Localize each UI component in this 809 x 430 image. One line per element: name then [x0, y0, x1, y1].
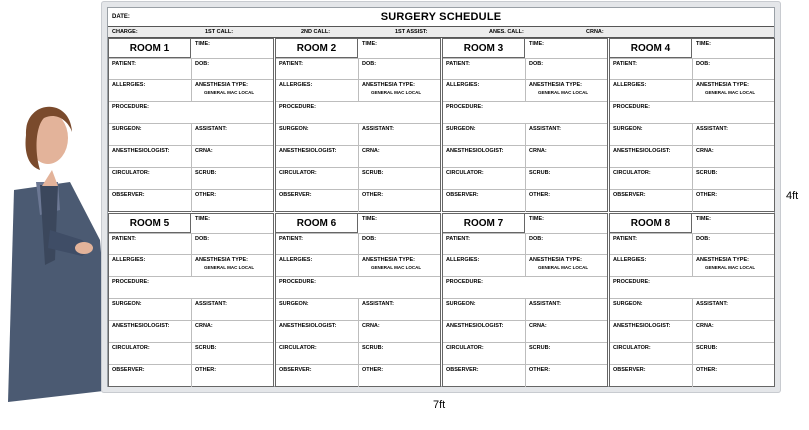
crna-label: CRNA:	[529, 148, 547, 154]
staff-row	[108, 27, 774, 38]
assistant-label: ASSISTANT:	[696, 301, 728, 307]
divider	[191, 298, 192, 387]
header-row	[108, 8, 774, 27]
divider	[692, 58, 693, 102]
crna-label: CRNA:	[529, 323, 547, 329]
surgeon-label: SURGEON:	[613, 301, 643, 307]
room-row	[443, 276, 607, 298]
divider	[525, 298, 526, 387]
divider	[525, 233, 526, 277]
room-row	[109, 276, 273, 298]
scrub-label: SCRUB:	[696, 170, 718, 176]
allergies-label: ALLERGIES:	[613, 82, 647, 88]
anesthesiologist-label: ANESTHESIOLOGIST:	[613, 323, 671, 329]
anesthesiologist-label: ANESTHESIOLOGIST:	[613, 148, 671, 154]
surgeon-label: SURGEON:	[112, 301, 142, 307]
scrub-label: SCRUB:	[696, 345, 718, 351]
other-label: OTHER:	[195, 192, 217, 198]
scrub-label: SCRUB:	[195, 170, 217, 176]
circulator-label: CIRCULATOR:	[112, 170, 150, 176]
crna-label: CRNA:	[195, 148, 213, 154]
scrub-label: SCRUB:	[195, 345, 217, 351]
room-panel-6	[275, 213, 441, 387]
assistant-label: ASSISTANT:	[195, 126, 227, 132]
assistant-label: ASSISTANT:	[696, 126, 728, 132]
circulator-label: CIRCULATOR:	[446, 345, 484, 351]
scrub-label: SCRUB:	[529, 170, 551, 176]
room-panel-2	[275, 38, 441, 212]
surgeon-label: SURGEON:	[279, 301, 309, 307]
assistant-label: ASSISTANT:	[529, 126, 561, 132]
anesthesia-options: GENERAL MAC LOCAL	[204, 90, 255, 95]
anesthesia-type-label: ANESTHESIA TYPE:	[195, 257, 248, 263]
observer-label: OBSERVER:	[613, 192, 646, 198]
anesthesiologist-label: ANESTHESIOLOGIST:	[446, 148, 504, 154]
patient-label: PATIENT:	[613, 236, 637, 242]
first-call-label: 1ST CALL:	[205, 29, 234, 35]
circulator-label: CIRCULATOR:	[112, 345, 150, 351]
anes-call-label: ANES. CALL:	[489, 29, 524, 35]
room-title: ROOM 8	[610, 214, 692, 233]
circulator-label: CIRCULATOR:	[613, 345, 651, 351]
procedure-label: PROCEDURE:	[112, 279, 149, 285]
dob-label: DOB:	[195, 61, 210, 67]
anesthesia-type-label: ANESTHESIA TYPE:	[696, 82, 749, 88]
allergies-label: ALLERGIES:	[446, 257, 480, 263]
room-title: ROOM 3	[443, 39, 525, 58]
allergies-label: ALLERGIES:	[279, 257, 313, 263]
divider	[358, 58, 359, 102]
width-dimension: 7ft	[433, 399, 446, 411]
dob-label: DOB:	[696, 236, 711, 242]
room-panel-4	[609, 38, 775, 212]
crna-label: CRNA:	[696, 323, 714, 329]
observer-label: OBSERVER:	[279, 192, 312, 198]
divider	[525, 58, 526, 102]
observer-label: OBSERVER:	[446, 367, 479, 373]
room-title: ROOM 6	[276, 214, 358, 233]
dob-label: DOB:	[529, 236, 544, 242]
divider	[358, 123, 359, 212]
divider	[191, 123, 192, 212]
dob-label: DOB:	[362, 236, 377, 242]
circulator-label: CIRCULATOR:	[279, 345, 317, 351]
anesthesiologist-label: ANESTHESIOLOGIST:	[112, 323, 170, 329]
crna-label: CRNA:	[362, 323, 380, 329]
presenter-figure	[0, 90, 115, 402]
room-title: ROOM 4	[610, 39, 692, 58]
surgeon-label: SURGEON:	[112, 126, 142, 132]
other-label: OTHER:	[362, 367, 384, 373]
time-label: TIME:	[362, 41, 377, 47]
divider	[358, 233, 359, 277]
time-label: TIME:	[195, 41, 210, 47]
assistant-label: ASSISTANT:	[529, 301, 561, 307]
observer-label: OBSERVER:	[613, 367, 646, 373]
time-label: TIME:	[696, 216, 711, 222]
room-row	[109, 101, 273, 123]
divider	[525, 123, 526, 212]
board-title: SURGERY SCHEDULE	[380, 11, 502, 23]
other-label: OTHER:	[696, 192, 718, 198]
room-row	[610, 101, 774, 123]
whiteboard	[101, 1, 781, 393]
allergies-label: ALLERGIES:	[446, 82, 480, 88]
room-panel-7	[442, 213, 608, 387]
other-label: OTHER:	[529, 192, 551, 198]
divider	[692, 298, 693, 387]
room-title: ROOM 5	[109, 214, 191, 233]
anesthesia-type-label: ANESTHESIA TYPE:	[696, 257, 749, 263]
room-row	[610, 276, 774, 298]
room-panel-3	[442, 38, 608, 212]
anesthesiologist-label: ANESTHESIOLOGIST:	[279, 148, 337, 154]
procedure-label: PROCEDURE:	[446, 104, 483, 110]
scrub-label: SCRUB:	[362, 170, 384, 176]
procedure-label: PROCEDURE:	[613, 104, 650, 110]
divider	[191, 233, 192, 277]
circulator-label: CIRCULATOR:	[279, 170, 317, 176]
observer-label: OBSERVER:	[279, 367, 312, 373]
procedure-label: PROCEDURE:	[446, 279, 483, 285]
other-label: OTHER:	[696, 367, 718, 373]
scrub-label: SCRUB:	[362, 345, 384, 351]
anesthesia-options: GENERAL MAC LOCAL	[705, 265, 756, 270]
procedure-label: PROCEDURE:	[279, 279, 316, 285]
patient-label: PATIENT:	[446, 236, 470, 242]
height-dimension: 4ft	[786, 190, 799, 202]
time-label: TIME:	[529, 216, 544, 222]
other-label: OTHER:	[362, 192, 384, 198]
surgeon-label: SURGEON:	[446, 126, 476, 132]
patient-label: PATIENT:	[279, 236, 303, 242]
divider	[358, 298, 359, 387]
dob-label: DOB:	[696, 61, 711, 67]
anesthesia-options: GENERAL MAC LOCAL	[371, 90, 422, 95]
room-title: ROOM 1	[109, 39, 191, 58]
allergies-label: ALLERGIES:	[279, 82, 313, 88]
patient-label: PATIENT:	[446, 61, 470, 67]
charge-label: CHARGE:	[112, 29, 138, 35]
assistant-label: ASSISTANT:	[362, 301, 394, 307]
anesthesia-options: GENERAL MAC LOCAL	[204, 265, 255, 270]
allergies-label: ALLERGIES:	[112, 82, 146, 88]
room-row	[276, 101, 440, 123]
crna-label: CRNA:	[696, 148, 714, 154]
allergies-label: ALLERGIES:	[613, 257, 647, 263]
time-label: TIME:	[529, 41, 544, 47]
surgeon-label: SURGEON:	[279, 126, 309, 132]
anesthesia-type-label: ANESTHESIA TYPE:	[529, 257, 582, 263]
room-title: ROOM 2	[276, 39, 358, 58]
dob-label: DOB:	[195, 236, 210, 242]
anesthesia-options: GENERAL MAC LOCAL	[705, 90, 756, 95]
procedure-label: PROCEDURE:	[279, 104, 316, 110]
procedure-label: PROCEDURE:	[112, 104, 149, 110]
crna-label: CRNA:	[362, 148, 380, 154]
anesthesia-options: GENERAL MAC LOCAL	[538, 90, 589, 95]
time-label: TIME:	[696, 41, 711, 47]
patient-label: PATIENT:	[613, 61, 637, 67]
assistant-label: ASSISTANT:	[195, 301, 227, 307]
observer-label: OBSERVER:	[112, 367, 145, 373]
room-title: ROOM 7	[443, 214, 525, 233]
anesthesiologist-label: ANESTHESIOLOGIST:	[112, 148, 170, 154]
anesthesia-options: GENERAL MAC LOCAL	[538, 265, 589, 270]
anesthesia-type-label: ANESTHESIA TYPE:	[195, 82, 248, 88]
anesthesia-type-label: ANESTHESIA TYPE:	[362, 82, 415, 88]
dob-label: DOB:	[529, 61, 544, 67]
time-label: TIME:	[362, 216, 377, 222]
surgeon-label: SURGEON:	[446, 301, 476, 307]
room-panel-1	[108, 38, 274, 212]
other-label: OTHER:	[195, 367, 217, 373]
time-label: TIME:	[195, 216, 210, 222]
anesthesiologist-label: ANESTHESIOLOGIST:	[279, 323, 337, 329]
surgeon-label: SURGEON:	[613, 126, 643, 132]
first-assist-label: 1ST ASSIST:	[395, 29, 428, 35]
second-call-label: 2ND CALL:	[301, 29, 331, 35]
room-panel-5	[108, 213, 274, 387]
crna-label: CRNA:	[195, 323, 213, 329]
circulator-label: CIRCULATOR:	[613, 170, 651, 176]
divider	[191, 58, 192, 102]
assistant-label: ASSISTANT:	[362, 126, 394, 132]
patient-label: PATIENT:	[112, 61, 136, 67]
anesthesia-type-label: ANESTHESIA TYPE:	[362, 257, 415, 263]
dob-label: DOB:	[362, 61, 377, 67]
patient-label: PATIENT:	[112, 236, 136, 242]
other-label: OTHER:	[529, 367, 551, 373]
room-row	[443, 101, 607, 123]
board-surface	[107, 7, 775, 387]
procedure-label: PROCEDURE:	[613, 279, 650, 285]
divider	[692, 123, 693, 212]
room-panel-8	[609, 213, 775, 387]
anesthesia-type-label: ANESTHESIA TYPE:	[529, 82, 582, 88]
divider	[692, 233, 693, 277]
anesthesia-options: GENERAL MAC LOCAL	[371, 265, 422, 270]
room-row	[276, 276, 440, 298]
observer-label: OBSERVER:	[446, 192, 479, 198]
patient-label: PATIENT:	[279, 61, 303, 67]
observer-label: OBSERVER:	[112, 192, 145, 198]
date-label: DATE:	[112, 14, 130, 20]
anesthesiologist-label: ANESTHESIOLOGIST:	[446, 323, 504, 329]
circulator-label: CIRCULATOR:	[446, 170, 484, 176]
crna-label: CRNA:	[586, 29, 604, 35]
scrub-label: SCRUB:	[529, 345, 551, 351]
allergies-label: ALLERGIES:	[112, 257, 146, 263]
